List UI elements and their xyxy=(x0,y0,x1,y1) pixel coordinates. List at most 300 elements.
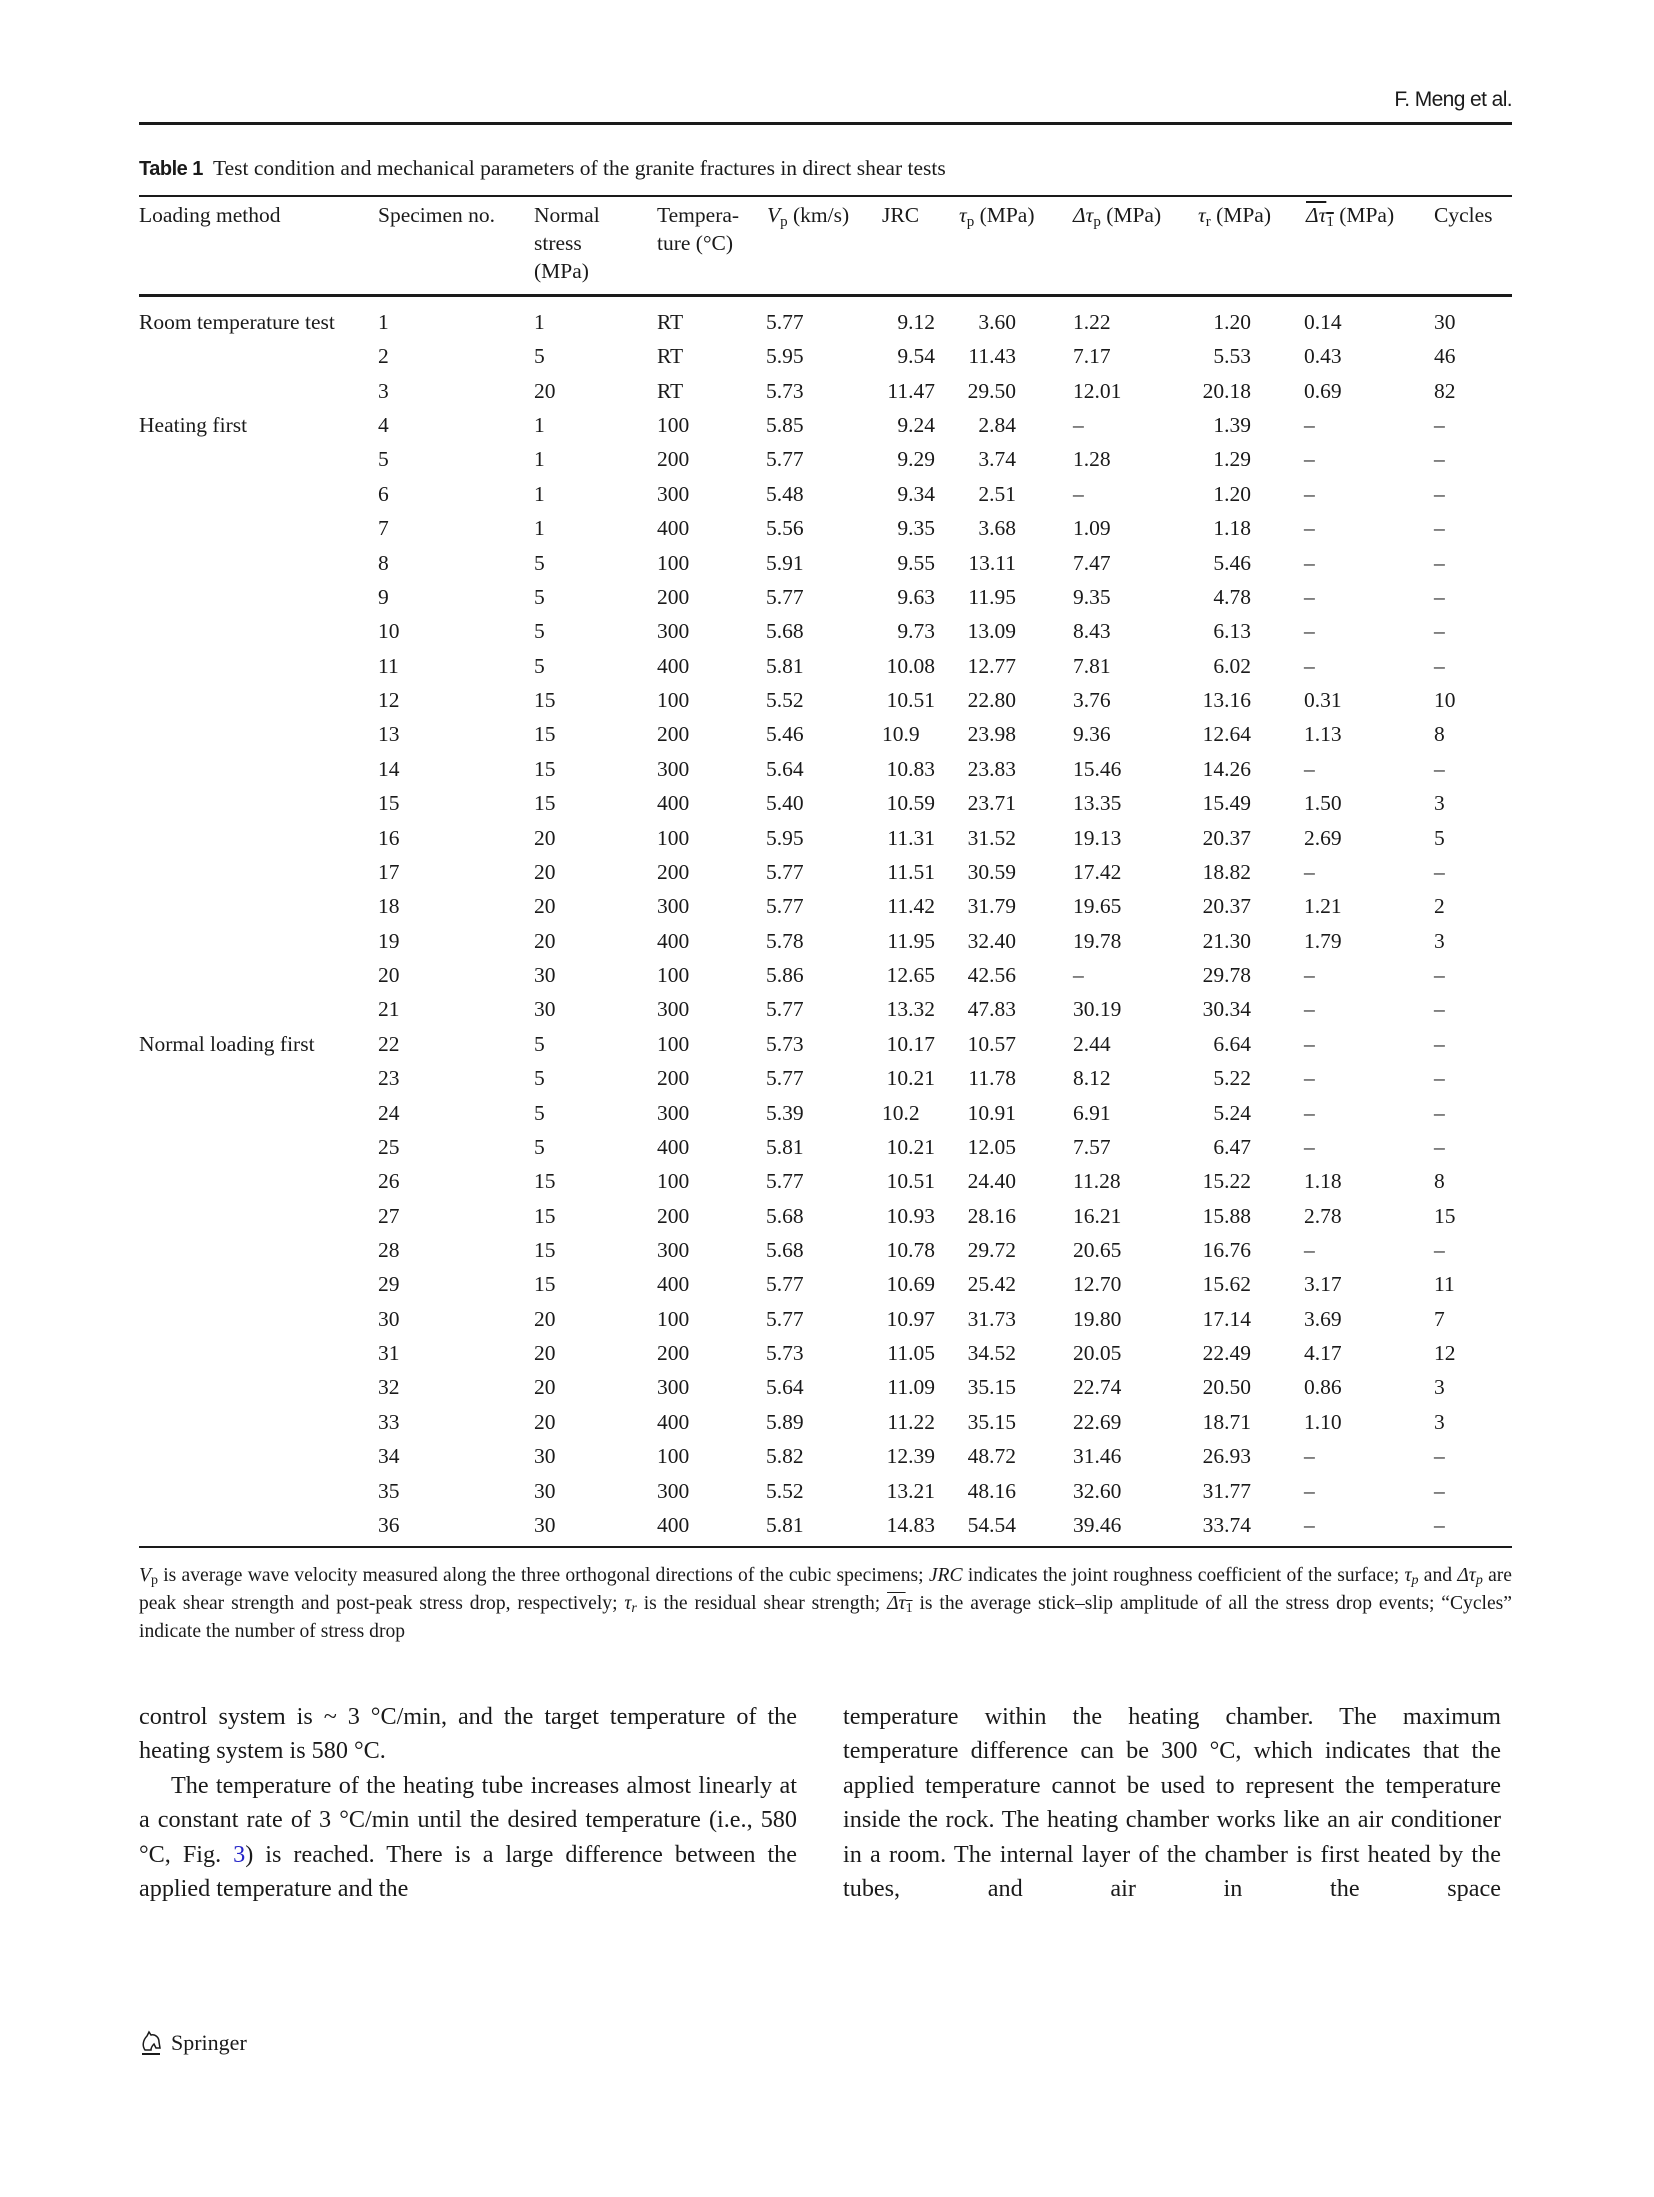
cell-jrc: 13.32 xyxy=(886,997,935,1022)
cell-delta-tau-1: 1.13 xyxy=(1304,722,1342,747)
cell-delta-tau-p: 31.46 xyxy=(1073,1444,1122,1469)
cell-specimen-no: 6 xyxy=(378,481,389,506)
cell-normal-stress: 15 xyxy=(534,756,556,781)
cell-vp: 5.77 xyxy=(766,584,804,609)
cell-cycles: – xyxy=(1434,481,1445,506)
cell-temperature: 300 xyxy=(657,894,690,919)
cell-jrc: 10.51 xyxy=(886,688,935,713)
cell-delta-tau-1: 4.17 xyxy=(1304,1341,1342,1366)
cell-cycles: – xyxy=(1434,963,1445,988)
cell-tau-p: 48.16 xyxy=(967,1478,1016,1503)
cell-delta-tau-1: – xyxy=(1304,963,1315,988)
cell-specimen-no: 15 xyxy=(378,791,400,816)
cell-delta-tau-p: – xyxy=(1073,413,1084,438)
cell-cycles: – xyxy=(1434,550,1445,575)
cell-delta-tau-p: 3.76 xyxy=(1073,688,1111,713)
cell-temperature: 200 xyxy=(657,1341,690,1366)
header-tau-p: $\tau_p$ (MPa) xyxy=(959,203,1035,230)
cell-tau-p: 23.83 xyxy=(967,756,1016,781)
cell-jrc: 11.09 xyxy=(887,1375,935,1400)
cell-specimen-no: 25 xyxy=(378,1134,400,1159)
cell-cycles: – xyxy=(1434,619,1445,644)
cell-tau-p: 10.57 xyxy=(967,1031,1016,1056)
header-cycles: Cycles xyxy=(1434,203,1493,227)
cell-vp: 5.52 xyxy=(766,1478,804,1503)
cell-temperature: 300 xyxy=(657,1100,690,1125)
springer-logo-icon xyxy=(139,2028,163,2058)
cell-tau-p: 11.78 xyxy=(968,1066,1016,1091)
cell-delta-tau-1: 0.43 xyxy=(1304,344,1342,369)
table-caption-text: Test condition and mechanical parameters of the granite fractures in direct shear tests xyxy=(212,156,946,180)
cell-delta-tau-1: – xyxy=(1304,516,1315,541)
cell-tau-p: 11.43 xyxy=(968,344,1016,369)
cell-tau-p: 28.16 xyxy=(967,1203,1016,1228)
cell-delta-tau-1: 1.50 xyxy=(1304,791,1342,816)
cell-cycles: – xyxy=(1434,516,1445,541)
cell-tau-p: 12.77 xyxy=(967,653,1016,678)
cell-jrc: 11.05 xyxy=(887,1341,935,1366)
cell-specimen-no: 7 xyxy=(378,516,389,541)
cell-temperature: 400 xyxy=(657,1272,690,1297)
cell-delta-tau-p: 2.44 xyxy=(1073,1031,1111,1056)
cell-vp: 5.77 xyxy=(766,1306,804,1331)
cell-temperature: RT xyxy=(657,378,684,403)
cell-delta-tau-1: – xyxy=(1304,447,1315,472)
cell-tau-r: 14.26 xyxy=(1202,756,1251,781)
cell-jrc: 10.9 xyxy=(882,722,920,747)
header-delta-tau-p: $\Delta\tau_p$ (MPa) xyxy=(1073,203,1162,230)
cell-tau-p: 32.40 xyxy=(967,928,1016,953)
cell-temperature: 100 xyxy=(657,413,690,438)
cell-vp: 5.48 xyxy=(766,481,804,506)
cell-normal-stress: 1 xyxy=(534,516,545,541)
cell-specimen-no: 30 xyxy=(378,1306,400,1331)
cell-jrc: 10.21 xyxy=(886,1066,935,1091)
cell-normal-stress: 1 xyxy=(534,481,545,506)
cell-temperature: 400 xyxy=(657,1409,690,1434)
cell-tau-r: 5.46 xyxy=(1213,550,1251,575)
cell-normal-stress: 30 xyxy=(534,963,556,988)
cell-jrc: 10.83 xyxy=(886,756,935,781)
cell-delta-tau-1: 2.78 xyxy=(1304,1203,1342,1228)
cell-cycles: 12 xyxy=(1434,1341,1456,1366)
paragraph: temperature within the heating chamber. The maximum temperature difference can be 300 °C, which indicates that the applied temperature cannot be used to represent the temperature inside the rock. The heating chamber works like an air conditioner in a room. The internal layer of the chamber is first heated by the tubes, and air in the space xyxy=(843,1703,1501,1903)
cell-temperature: 300 xyxy=(657,1237,690,1262)
cell-jrc: 10.59 xyxy=(886,791,935,816)
cell-vp: 5.68 xyxy=(766,1237,804,1262)
cell-delta-tau-1: – xyxy=(1304,997,1315,1022)
cell-delta-tau-p: 1.09 xyxy=(1073,516,1111,541)
cell-tau-r: 5.53 xyxy=(1213,344,1251,369)
cell-tau-r: 6.13 xyxy=(1213,619,1251,644)
cell-vp: 5.40 xyxy=(766,791,804,816)
cell-vp: 5.91 xyxy=(766,550,804,575)
cell-delta-tau-p: 19.78 xyxy=(1073,928,1122,953)
cell-tau-r: 15.62 xyxy=(1202,1272,1251,1297)
cell-specimen-no: 1 xyxy=(378,310,389,334)
cell-tau-r: 15.22 xyxy=(1202,1169,1251,1194)
cell-tau-p: 2.84 xyxy=(978,413,1016,438)
cell-cycles: 30 xyxy=(1434,310,1456,334)
cell-cycles: – xyxy=(1434,1100,1445,1125)
running-head: F. Meng et al. xyxy=(1394,88,1512,111)
cell-tau-r: 5.24 xyxy=(1213,1100,1251,1125)
cell-delta-tau-1: 3.17 xyxy=(1304,1272,1342,1297)
cell-normal-stress: 5 xyxy=(534,1031,545,1056)
cell-specimen-no: 36 xyxy=(378,1512,400,1537)
cell-cycles: 7 xyxy=(1434,1306,1445,1331)
cell-delta-tau-p: 9.35 xyxy=(1073,584,1111,609)
cell-normal-stress: 20 xyxy=(534,1341,556,1366)
cell-delta-tau-p: 7.47 xyxy=(1073,550,1111,575)
cell-jrc: 11.31 xyxy=(887,825,935,850)
cell-delta-tau-p: 17.42 xyxy=(1073,859,1122,884)
cell-tau-p: 29.72 xyxy=(967,1237,1016,1262)
cell-delta-tau-p: 19.13 xyxy=(1073,825,1122,850)
cell-jrc: 10.93 xyxy=(886,1203,935,1228)
cell-delta-tau-1: – xyxy=(1304,1478,1315,1503)
cell-specimen-no: 34 xyxy=(378,1444,400,1469)
cell-temperature: 100 xyxy=(657,550,690,575)
cell-temperature: 300 xyxy=(657,756,690,781)
cell-cycles: – xyxy=(1434,1066,1445,1091)
cell-delta-tau-1: – xyxy=(1304,1512,1315,1537)
cell-tau-r: 1.29 xyxy=(1213,447,1251,472)
cell-delta-tau-1: 0.31 xyxy=(1304,688,1342,713)
cell-tau-p: 54.54 xyxy=(967,1512,1016,1537)
cell-delta-tau-p: – xyxy=(1073,481,1084,506)
cell-specimen-no: 22 xyxy=(378,1031,400,1056)
cell-jrc: 11.51 xyxy=(887,859,935,884)
table-header-rule xyxy=(139,294,1512,297)
cell-delta-tau-p: 7.81 xyxy=(1073,653,1111,678)
cell-tau-p: 35.15 xyxy=(967,1375,1016,1400)
cell-delta-tau-p: 30.19 xyxy=(1073,997,1122,1022)
cell-delta-tau-1: – xyxy=(1304,756,1315,781)
cell-tau-r: 15.88 xyxy=(1202,1203,1251,1228)
cell-jrc: 9.35 xyxy=(897,516,935,541)
cell-normal-stress: 15 xyxy=(534,722,556,747)
cell-tau-p: 24.40 xyxy=(967,1169,1016,1194)
cell-vp: 5.77 xyxy=(766,1272,804,1297)
cell-delta-tau-1: – xyxy=(1304,1444,1315,1469)
cell-vp: 5.81 xyxy=(766,1134,804,1159)
table-caption xyxy=(139,156,946,181)
cell-delta-tau-p: 7.57 xyxy=(1073,1134,1111,1159)
cell-tau-p: 48.72 xyxy=(967,1444,1016,1469)
cell-jrc: 10.21 xyxy=(886,1134,935,1159)
header-delta-tau-1: $\Delta\tau_1$ (MPa) xyxy=(1306,203,1395,230)
cell-vp: 5.52 xyxy=(766,688,804,713)
cell-vp: 5.77 xyxy=(766,997,804,1022)
cell-delta-tau-1: 1.18 xyxy=(1304,1169,1342,1194)
figure-link[interactable]: 3 xyxy=(233,1840,246,1868)
paragraph: The temperature of the heating tube increases almost linearly at a constant rate of 3 °C/min until the desired temperature (i.e., 580 °C, Fig. 3) is reached. There is a large difference between the applied temperature and the xyxy=(139,1771,798,1903)
cell-jrc: 10.08 xyxy=(886,653,935,678)
cell-delta-tau-p: – xyxy=(1073,963,1084,988)
cell-specimen-no: 9 xyxy=(378,584,389,609)
cell-temperature: RT xyxy=(657,344,684,369)
cell-jrc: 9.24 xyxy=(897,413,935,438)
header-normal-stress: Normal stress (MPa) xyxy=(534,203,600,283)
cell-delta-tau-p: 39.46 xyxy=(1073,1512,1122,1537)
header-vp: $V_p$ (km/s) xyxy=(767,203,850,230)
cell-tau-r: 6.47 xyxy=(1213,1134,1251,1159)
cell-specimen-no: 19 xyxy=(378,928,400,953)
cell-delta-tau-p: 11.28 xyxy=(1073,1169,1121,1194)
cell-tau-p: 3.74 xyxy=(978,447,1016,472)
cell-specimen-no: 10 xyxy=(378,619,400,644)
cell-cycles: 3 xyxy=(1434,1375,1445,1400)
cell-specimen-no: 29 xyxy=(378,1272,400,1297)
cell-tau-p: 29.50 xyxy=(967,378,1016,403)
cell-cycles: 10 xyxy=(1434,688,1456,713)
cell-specimen-no: 21 xyxy=(378,997,400,1022)
cell-normal-stress: 5 xyxy=(534,550,545,575)
cell-jrc: 9.54 xyxy=(897,344,935,369)
cell-temperature: 100 xyxy=(657,1306,690,1331)
cell-delta-tau-1: 0.69 xyxy=(1304,378,1342,403)
paragraph: control system is ~ 3 °C/min, and the target temperature of the heating system is 580 °C. xyxy=(139,1703,797,1765)
cell-tau-r: 26.93 xyxy=(1202,1444,1251,1469)
cell-delta-tau-1: – xyxy=(1304,653,1315,678)
cell-tau-p: 31.52 xyxy=(967,825,1016,850)
publisher-footer xyxy=(139,2028,247,2058)
cell-temperature: 300 xyxy=(657,997,690,1022)
cell-tau-p: 12.05 xyxy=(967,1134,1016,1159)
cell-delta-tau-1: 1.10 xyxy=(1304,1409,1342,1434)
cell-jrc: 10.17 xyxy=(886,1031,935,1056)
cell-tau-p: 23.71 xyxy=(967,791,1016,816)
cell-jrc: 10.78 xyxy=(886,1237,935,1262)
cell-jrc: 10.69 xyxy=(886,1272,935,1297)
cell-temperature: 200 xyxy=(657,859,690,884)
cell-specimen-no: 4 xyxy=(378,413,389,438)
cell-delta-tau-1: 1.79 xyxy=(1304,928,1342,953)
cell-specimen-no: 26 xyxy=(378,1169,400,1194)
body-column-left xyxy=(139,1700,797,1906)
cell-temperature: 100 xyxy=(657,688,690,713)
cell-tau-p: 35.15 xyxy=(967,1409,1016,1434)
cell-normal-stress: 15 xyxy=(534,1272,556,1297)
cell-specimen-no: 27 xyxy=(378,1203,400,1228)
cell-delta-tau-p: 8.43 xyxy=(1073,619,1111,644)
cell-jrc: 9.63 xyxy=(897,584,935,609)
cell-normal-stress: 30 xyxy=(534,1444,556,1469)
cell-jrc: 13.21 xyxy=(886,1478,935,1503)
cell-delta-tau-1: – xyxy=(1304,584,1315,609)
cell-normal-stress: 30 xyxy=(534,997,556,1022)
cell-specimen-no: 20 xyxy=(378,963,400,988)
cell-specimen-no: 12 xyxy=(378,688,400,713)
cell-delta-tau-1: – xyxy=(1304,1100,1315,1125)
cell-normal-stress: 5 xyxy=(534,344,545,369)
cell-temperature: 300 xyxy=(657,619,690,644)
cell-normal-stress: 20 xyxy=(534,1306,556,1331)
cell-vp: 5.95 xyxy=(766,825,804,850)
cell-jrc: 10.51 xyxy=(886,1169,935,1194)
cell-vp: 5.73 xyxy=(766,378,804,403)
cell-vp: 5.56 xyxy=(766,516,804,541)
cell-tau-r: 29.78 xyxy=(1202,963,1251,988)
cell-cycles: – xyxy=(1434,1444,1445,1469)
cell-delta-tau-1: 2.69 xyxy=(1304,825,1342,850)
cell-cycles: 3 xyxy=(1434,928,1445,953)
cell-vp: 5.46 xyxy=(766,722,804,747)
cell-cycles: 82 xyxy=(1434,378,1456,403)
cell-vp: 5.77 xyxy=(766,1066,804,1091)
cell-specimen-no: 16 xyxy=(378,825,400,850)
cell-delta-tau-p: 7.17 xyxy=(1073,344,1111,369)
publisher-name: Springer xyxy=(171,2030,247,2055)
cell-delta-tau-p: 1.22 xyxy=(1073,310,1111,334)
cell-delta-tau-1: 1.21 xyxy=(1304,894,1342,919)
cell-delta-tau-1: – xyxy=(1304,481,1315,506)
cell-tau-r: 18.71 xyxy=(1202,1409,1251,1434)
cell-specimen-no: 8 xyxy=(378,550,389,575)
cell-delta-tau-p: 15.46 xyxy=(1073,756,1122,781)
cell-delta-tau-1: – xyxy=(1304,619,1315,644)
cell-cycles: – xyxy=(1434,653,1445,678)
cell-jrc: 11.22 xyxy=(887,1409,935,1434)
cell-delta-tau-1: – xyxy=(1304,859,1315,884)
cell-cycles: – xyxy=(1434,1134,1445,1159)
cell-delta-tau-p: 9.36 xyxy=(1073,722,1111,747)
cell-specimen-no: 28 xyxy=(378,1237,400,1262)
cell-cycles: 8 xyxy=(1434,1169,1445,1194)
cell-temperature: 200 xyxy=(657,1203,690,1228)
cell-temperature: 100 xyxy=(657,825,690,850)
cell-vp: 5.39 xyxy=(766,1100,804,1125)
cell-tau-r: 20.18 xyxy=(1202,378,1251,403)
cell-normal-stress: 30 xyxy=(534,1512,556,1537)
cell-delta-tau-p: 20.65 xyxy=(1073,1237,1122,1262)
header-specimen-no: Specimen no. xyxy=(378,203,496,227)
cell-tau-r: 6.02 xyxy=(1213,653,1251,678)
cell-jrc: 11.95 xyxy=(887,928,935,953)
cell-tau-p: 3.60 xyxy=(978,310,1016,334)
cell-tau-p: 2.51 xyxy=(978,481,1016,506)
cell-temperature: 400 xyxy=(657,1512,690,1537)
cell-vp: 5.77 xyxy=(766,447,804,472)
cell-temperature: 100 xyxy=(657,1031,690,1056)
cell-temperature: 400 xyxy=(657,928,690,953)
header-jrc: JRC xyxy=(882,203,920,227)
cell-vp: 5.77 xyxy=(766,859,804,884)
header-temperature: Tempera- ture (°C) xyxy=(657,203,740,255)
cell-delta-tau-1: 3.69 xyxy=(1304,1306,1342,1331)
cell-normal-stress: 20 xyxy=(534,928,556,953)
cell-specimen-no: 5 xyxy=(378,447,389,472)
cell-temperature: 400 xyxy=(657,516,690,541)
cell-vp: 5.81 xyxy=(766,653,804,678)
cell-jrc: 9.29 xyxy=(897,447,935,472)
cell-normal-stress: 5 xyxy=(534,619,545,644)
cell-vp: 5.64 xyxy=(766,756,804,781)
cell-jrc: 12.65 xyxy=(886,963,935,988)
cell-temperature: 200 xyxy=(657,584,690,609)
cell-tau-r: 20.50 xyxy=(1202,1375,1251,1400)
cell-tau-r: 5.22 xyxy=(1213,1066,1251,1091)
cell-tau-r: 16.76 xyxy=(1202,1237,1251,1262)
cell-specimen-no: 23 xyxy=(378,1066,400,1091)
cell-vp: 5.68 xyxy=(766,619,804,644)
cell-specimen-no: 14 xyxy=(378,756,400,781)
cell-delta-tau-p: 22.69 xyxy=(1073,1409,1122,1434)
cell-cycles: 15 xyxy=(1434,1203,1456,1228)
cell-vp: 5.86 xyxy=(766,963,804,988)
cell-normal-stress: 5 xyxy=(534,653,545,678)
cell-specimen-no: 32 xyxy=(378,1375,400,1400)
cell-cycles: 46 xyxy=(1434,344,1456,369)
cell-tau-p: 30.59 xyxy=(967,859,1016,884)
cell-normal-stress: 20 xyxy=(534,894,556,919)
cell-specimen-no: 35 xyxy=(378,1478,400,1503)
body-column-right xyxy=(843,1700,1501,1906)
cell-specimen-no: 11 xyxy=(378,653,399,678)
cell-jrc: 12.39 xyxy=(886,1444,935,1469)
cell-normal-stress: 5 xyxy=(534,584,545,609)
cell-normal-stress: 1 xyxy=(534,447,545,472)
cell-tau-r: 20.37 xyxy=(1202,825,1251,850)
header-tau-r: $\tau_r$ (MPa) xyxy=(1198,203,1272,230)
cell-delta-tau-p: 1.28 xyxy=(1073,447,1111,472)
cell-specimen-no: 3 xyxy=(378,378,389,403)
cell-specimen-no: 24 xyxy=(378,1100,400,1125)
cell-cycles: 3 xyxy=(1434,1409,1445,1434)
cell-tau-r: 18.82 xyxy=(1202,859,1251,884)
cell-jrc: 14.83 xyxy=(886,1512,935,1537)
cell-tau-p: 13.09 xyxy=(967,619,1016,644)
cell-tau-r: 31.77 xyxy=(1202,1478,1251,1503)
cell-tau-r: 15.49 xyxy=(1202,791,1251,816)
cell-cycles: 2 xyxy=(1434,894,1445,919)
cell-tau-p: 23.98 xyxy=(967,722,1016,747)
cell-normal-stress: 5 xyxy=(534,1066,545,1091)
cell-normal-stress: 1 xyxy=(534,310,545,334)
cell-delta-tau-1: – xyxy=(1304,1031,1315,1056)
cell-delta-tau-1: – xyxy=(1304,1066,1315,1091)
cell-jrc: 9.73 xyxy=(897,619,935,644)
cell-tau-p: 42.56 xyxy=(967,963,1016,988)
cell-tau-p: 10.91 xyxy=(967,1100,1016,1125)
cell-tau-r: 21.30 xyxy=(1202,928,1251,953)
cell-jrc: 11.47 xyxy=(887,378,935,403)
cell-tau-r: 1.39 xyxy=(1213,413,1251,438)
cell-temperature: 300 xyxy=(657,1478,690,1503)
cell-tau-r: 6.64 xyxy=(1213,1031,1251,1056)
cell-delta-tau-p: 32.60 xyxy=(1073,1478,1122,1503)
cell-tau-p: 13.11 xyxy=(968,550,1016,575)
cell-delta-tau-p: 6.91 xyxy=(1073,1100,1111,1125)
cell-delta-tau-1: – xyxy=(1304,1134,1315,1159)
cell-cycles: – xyxy=(1434,1031,1445,1056)
cell-jrc: 9.34 xyxy=(897,481,935,506)
cell-delta-tau-1: 0.14 xyxy=(1304,310,1342,334)
cell-cycles: – xyxy=(1434,413,1445,438)
cell-delta-tau-1: – xyxy=(1304,413,1315,438)
cell-delta-tau-p: 12.70 xyxy=(1073,1272,1122,1297)
cell-cycles: – xyxy=(1434,997,1445,1022)
cell-jrc: 9.55 xyxy=(897,550,935,575)
cell-vp: 5.68 xyxy=(766,1203,804,1228)
cell-normal-stress: 20 xyxy=(534,378,556,403)
cell-temperature: 200 xyxy=(657,722,690,747)
cell-vp: 5.64 xyxy=(766,1375,804,1400)
cell-delta-tau-p: 22.74 xyxy=(1073,1375,1122,1400)
cell-cycles: – xyxy=(1434,1237,1445,1262)
cell-cycles: – xyxy=(1434,584,1445,609)
